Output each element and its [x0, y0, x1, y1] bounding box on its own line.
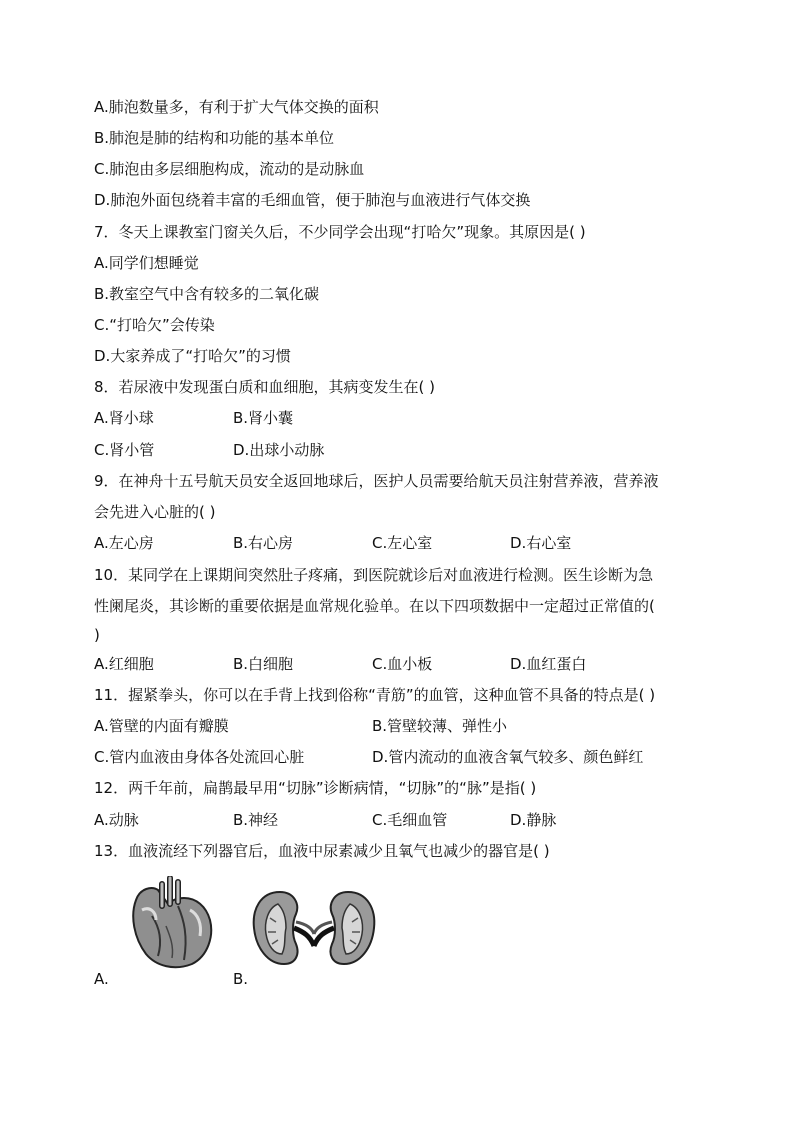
- q9-option-c: C.左心室: [372, 534, 433, 552]
- q11-stem: 11．握紧拳头，你可以在手背上找到俗称“青筋”的血管，这种血管不具备的特点是( ): [94, 686, 656, 704]
- q11-option-d: D.管内流动的血液含氧气较多、颜色鲜红: [372, 748, 644, 766]
- q13-option-a: A.: [94, 970, 109, 988]
- q8-option-c: C.肾小管: [94, 441, 155, 459]
- q11-option-b: B.管壁较薄、弹性小: [372, 717, 508, 735]
- q10-option-a: A.红细胞: [94, 655, 154, 673]
- q7-option-b: B.教室空气中含有较多的二氧化碳: [94, 285, 320, 303]
- q10-stem-line2: 性阑尾炎，其诊断的重要依据是血常规化验单。在以下四项数据中一定超过正常值的(: [94, 597, 655, 615]
- q8-option-b: B.肾小囊: [233, 409, 294, 427]
- q10-stem-line1: 10．某同学在上课期间突然肚子疼痛，到医院就诊后对血液进行检测。医生诊断为急: [94, 566, 654, 584]
- q6-option-b: B.肺泡是肺的结构和功能的基本单位: [94, 129, 335, 147]
- q8-option-a: A.肾小球: [94, 409, 154, 427]
- q9-stem-line1: 9．在神舟十五号航天员安全返回地球后，医护人员需要给航天员注射营养液，营养液: [94, 472, 659, 490]
- q11-option-a: A.管壁的内面有瓣膜: [94, 717, 229, 735]
- q12-stem: 12．两千年前，扁鹊最早用“切脉”诊断病情，“切脉”的“脉”是指( ): [94, 779, 537, 797]
- q10-option-b: B.白细胞: [233, 655, 294, 673]
- q7-option-c: C.“打哈欠”会传染: [94, 316, 215, 334]
- q9-option-a: A.左心房: [94, 534, 154, 552]
- q7-stem: 7．冬天上课教室门窗关久后，不少同学会出现“打哈欠”现象。其原因是( ): [94, 223, 586, 241]
- q7-option-d: D.大家养成了“打哈欠”的习惯: [94, 347, 291, 365]
- kidney-icon: [250, 888, 378, 970]
- q6-option-c: C.肺泡由多层细胞构成，流动的是动脉血: [94, 160, 365, 178]
- q8-option-d: D.出球小动脉: [233, 441, 325, 459]
- q9-stem-line2: 会先进入心脏的( ): [94, 503, 216, 521]
- q10-option-c: C.血小板: [372, 655, 433, 673]
- q6-option-a: A.肺泡数量多，有利于扩大气体交换的面积: [94, 98, 379, 116]
- q11-option-c: C.管内血液由身体各处流回心脏: [94, 748, 305, 766]
- q8-stem: 8．若尿液中发现蛋白质和血细胞，其病变发生在( ): [94, 378, 436, 396]
- q10-option-d: D.血红蛋白: [510, 655, 587, 673]
- q9-option-d: D.右心室: [510, 534, 572, 552]
- q12-option-d: D.静脉: [510, 811, 557, 829]
- q10-stem-line3: ): [94, 626, 100, 644]
- q13-stem: 13．血液流经下列器官后，血液中尿素减少且氧气也减少的器官是( ): [94, 842, 550, 860]
- q13-option-b: B.: [233, 970, 249, 988]
- q7-option-a: A.同学们想睡觉: [94, 254, 199, 272]
- q6-option-d: D.肺泡外面包绕着丰富的毛细血管，便于肺泡与血液进行气体交换: [94, 191, 531, 209]
- q12-option-c: C.毛细血管: [372, 811, 448, 829]
- q9-option-b: B.右心房: [233, 534, 294, 552]
- q12-option-a: A.动脉: [94, 811, 139, 829]
- q12-option-b: B.神经: [233, 811, 279, 829]
- heart-icon: [122, 876, 218, 974]
